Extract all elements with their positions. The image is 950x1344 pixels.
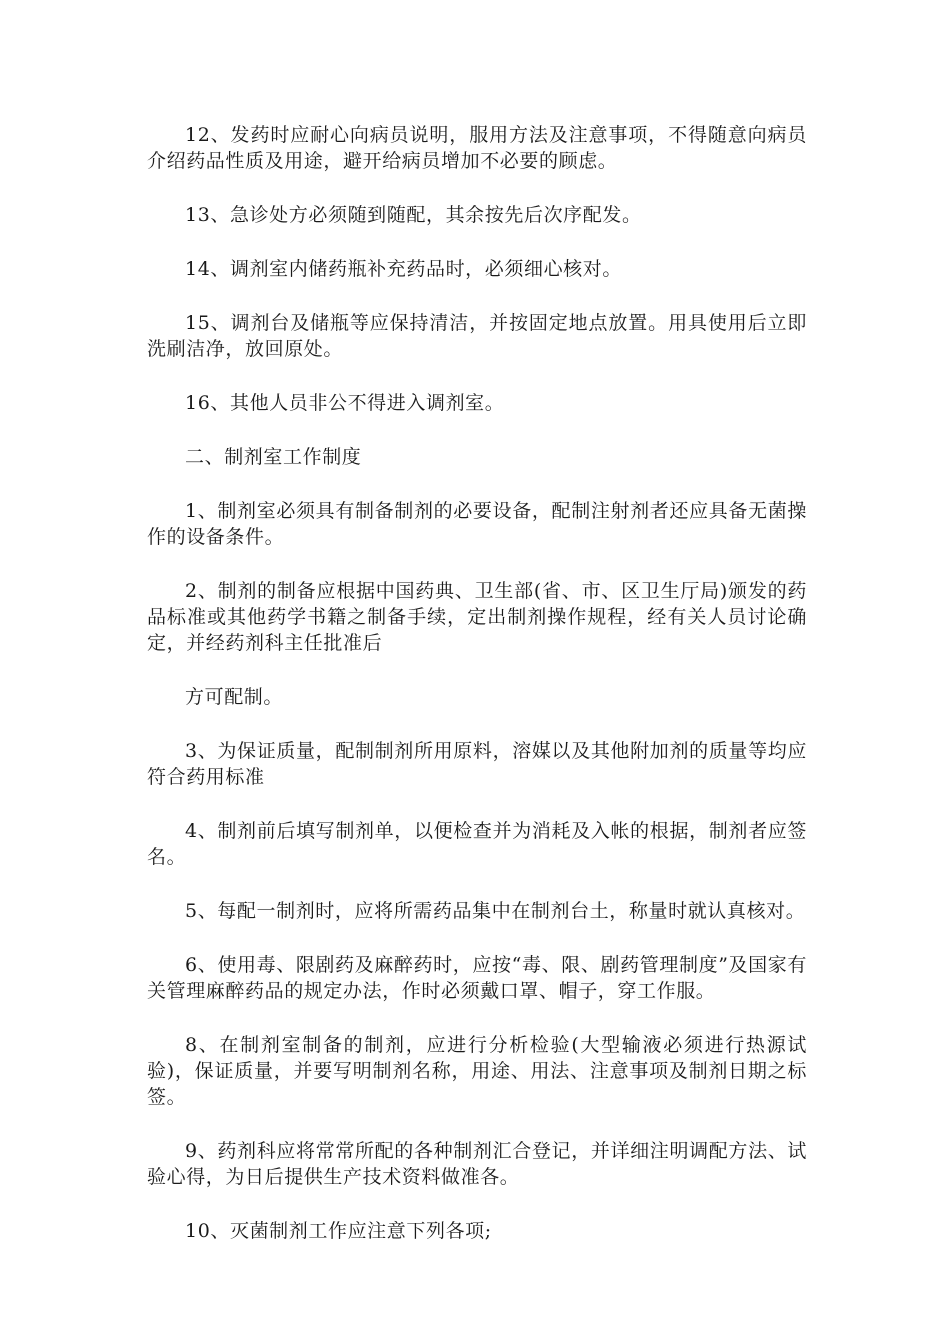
document-body	[147, 122, 807, 1272]
paragraph-15: 15、调剂台及储瓶等应保持清洁，并按固定地点放置。用具使用后立即洗刷洁净，放回原处。	[147, 312, 807, 360]
section-heading: 二、制剂室工作制度	[185, 446, 362, 468]
paragraph-10: 10、灭菌制剂工作应注意下列各项;	[185, 1220, 492, 1242]
paragraph-1: 1、制剂室必须具有制备制剂的必要设备，配制注射剂者还应具备无菌操作的设备条件。	[147, 500, 807, 548]
paragraph-4: 4、制剂前后填写制剂单，以便检查并为消耗及入帐的根据，制剂者应签名。	[147, 820, 807, 868]
paragraph-5: 5、每配一制剂时，应将所需药品集中在制剂台土，称量时就认真核对。	[185, 900, 806, 922]
paragraph-13: 13、急诊处方必须随到随配，其余按先后次序配发。	[185, 204, 642, 226]
paragraph-14: 14、调剂室内储药瓶补充药品时，必须细心核对。	[185, 258, 622, 280]
paragraph-8: 8、在制剂室制备的制剂，应进行分析检验(大型输液必须进行热源试验)，保证质量，并要写明制剂名称，用途、用法、注意事项及制剂日期之标签。	[147, 1034, 807, 1108]
paragraph-3: 3、为保证质量，配制制剂所用原料，溶媒以及其他附加剂的质量等均应符合药用标准	[147, 740, 807, 788]
paragraph-6: 6、使用毒、限剧药及麻醉药时，应按“毒、限、剧药管理制度”及国家有关管理麻醉药品的规定办法，作时必须戴口罩、帽子，穿工作服。	[147, 954, 807, 1002]
paragraph-16: 16、其他人员非公不得进入调剂室。	[185, 392, 505, 414]
paragraph-2-continuation: 方可配制。	[185, 686, 284, 708]
paragraph-9: 9、药剂科应将常常所配的各种制剂汇合登记，并详细注明调配方法、试验心得，为日后提供生产技术资料做准各。	[147, 1140, 807, 1188]
paragraph-2: 2、制剂的制备应根据中国药典、卫生部(省、市、区卫生厅局)颁发的药品标准或其他药学书籍之制备手续，定出制剂操作规程，经有关人员讨论确定，并经药剂科主任批准后	[147, 580, 807, 654]
paragraph-12: 12、发药时应耐心向病员说明，服用方法及注意事项，不得随意向病员介绍药品性质及用途，避开给病员增加不必要的顾虑。	[147, 124, 807, 172]
